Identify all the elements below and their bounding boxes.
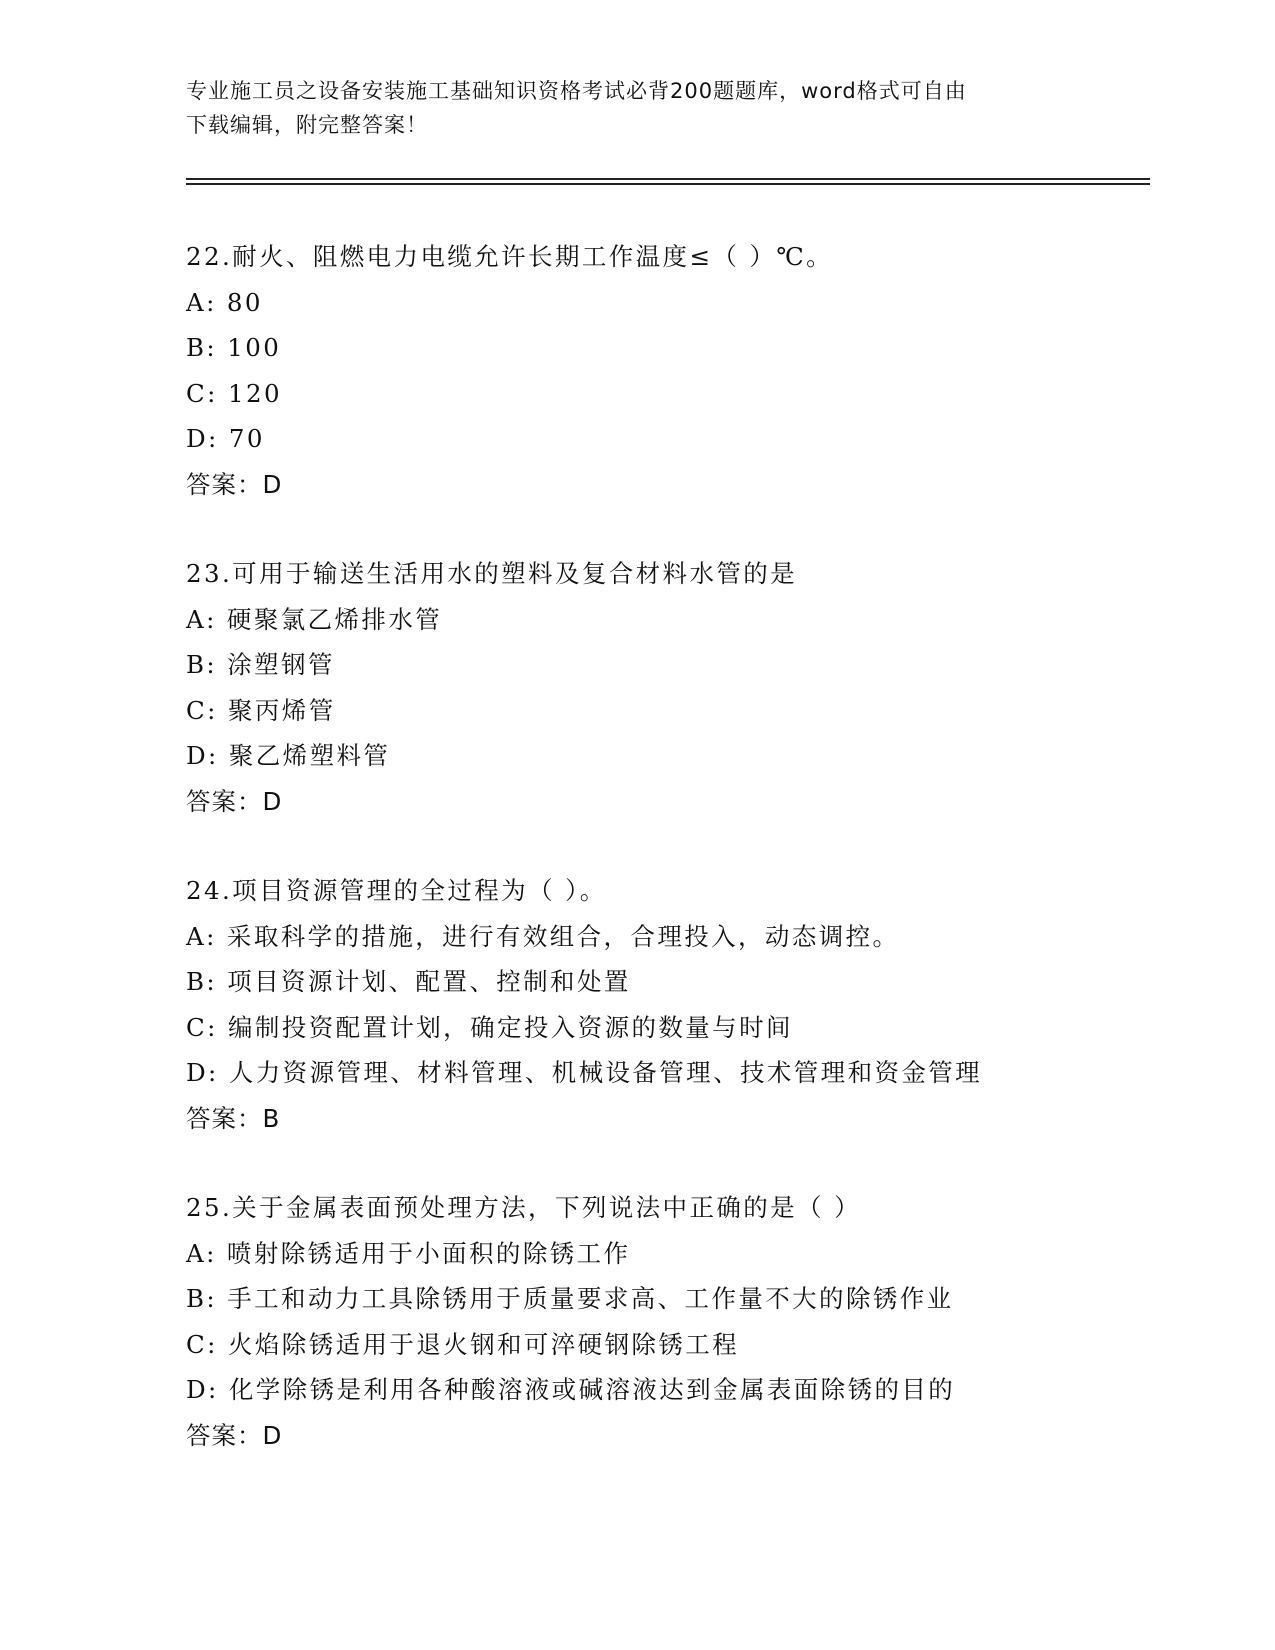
header-line-1: 专业施工员之设备安装施工基础知识资格考试必背200题题库，word格式可自由	[186, 79, 967, 103]
question-stem: 23.可用于输送生活用水的塑料及复合材料水管的是	[186, 559, 798, 588]
option-a: A: 喷射除锈适用于小面积的除锈工作	[186, 1238, 631, 1268]
option-c: C: 编制投资配置计划，确定投入资源的数量与时间	[186, 1012, 793, 1042]
option-b: B: 涂塑钢管	[186, 650, 335, 679]
question-stem: 25.关于金属表面预处理方法，下列说法中正确的是（ ）	[186, 1193, 862, 1222]
option-d: D: 70	[186, 424, 265, 453]
option-c: C: 火焰除锈适用于退火钢和可淬硬钢除锈工程	[186, 1329, 740, 1359]
question-stem: 24.项目资源管理的全过程为（ ）。	[186, 876, 607, 905]
question-24	[186, 868, 1146, 1141]
answer-line: 答案：D	[186, 1420, 283, 1450]
answer-line: 答案：D	[186, 469, 283, 499]
answer-line: 答案：D	[186, 786, 283, 816]
header-line-2: 下载编辑，附完整答案！	[186, 113, 428, 137]
question-list	[186, 234, 1146, 1502]
question-stem: 22.耐火、阻燃电力电缆允许长期工作温度≤（ ）℃。	[186, 242, 834, 271]
answer-line: 答案：B	[186, 1103, 281, 1133]
question-23	[186, 551, 1146, 824]
option-b: B: 手工和动力工具除锈用于质量要求高、工作量不大的除锈作业	[186, 1284, 954, 1313]
option-c: C: 聚丙烯管	[186, 695, 336, 725]
document-header	[186, 74, 1066, 142]
option-c: C: 120	[186, 378, 282, 408]
option-d: D: 化学除锈是利用各种酸溶液或碱溶液达到金属表面除锈的目的	[186, 1375, 956, 1404]
header-divider-bottom	[186, 183, 1150, 185]
question-22	[186, 234, 1146, 507]
question-25	[186, 1185, 1146, 1458]
option-d: D: 聚乙烯塑料管	[186, 741, 391, 770]
option-a: A: 硬聚氯乙烯排水管	[186, 604, 443, 634]
option-b: B: 100	[186, 333, 282, 362]
option-b: B: 项目资源计划、配置、控制和处置	[186, 967, 631, 996]
option-d: D: 人力资源管理、材料管理、机械设备管理、技术管理和资金管理	[186, 1058, 983, 1087]
header-divider-top	[186, 178, 1150, 180]
option-a: A: 采取科学的措施，进行有效组合，合理投入，动态调控。	[186, 921, 900, 951]
option-a: A: 80	[186, 287, 263, 317]
